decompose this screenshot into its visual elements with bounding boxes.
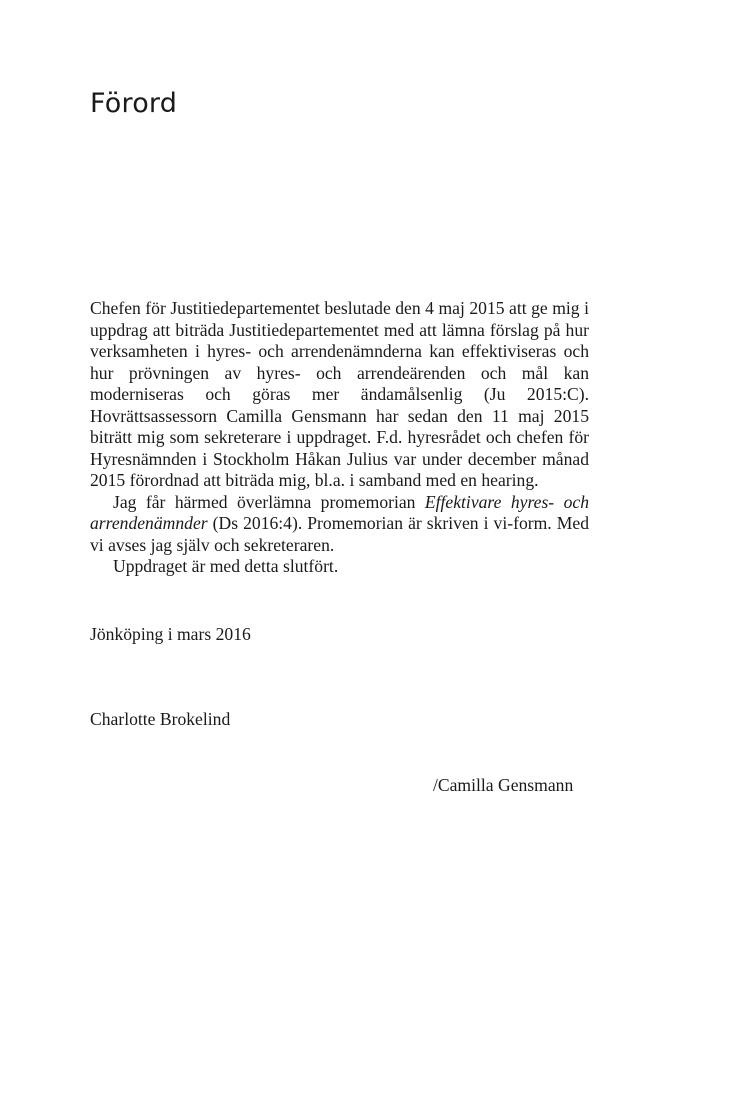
paragraph-submission-lead: Jag får härmed överlämna promemorian (113, 491, 425, 512)
place-and-date: Jönköping i mars 2016 (90, 624, 251, 644)
report-title: Effektivare hyres- och arrendenämnder (90, 491, 589, 533)
signatory-name: Charlotte Brokelind (90, 709, 231, 729)
page-title: Förord (90, 88, 178, 119)
paragraph-assignment: Chefen för Justitiedepartementet beslutade den 4 maj 2015 att ge mig i uppdrag att biträda Justitiedepartementet med att lämna förslag på hur verksamheten i hyres- och arrendenämnderna kan effektiviseras och hur prövningen av hyres- och arrendeärenden och mål kan moderniseras och göras mer ändamålsenlig (Ju 2015:C). Hovrättsassessorn Camilla Gensmann har sedan den 11 maj 2015 biträtt mig som sekreterare i uppdraget. F.d. hyresrådet och chefen för Hyresnämnden i Stockholm Håkan Julius var under december månad 2015 förordnad att biträda mig, bl.a. i samband med en hearing. (90, 298, 589, 490)
secretary-name: /Camilla Gensmann (433, 775, 574, 795)
paragraph-completion: Uppdraget är med detta slutfört. (113, 556, 339, 576)
paragraph-submission-rest: (Ds 2016:4). Promemorian är skriven i vi-form. Med vi avses jag själv och sekreteraren. (90, 513, 589, 555)
paragraph-submission (90, 492, 589, 557)
foreword-body (90, 298, 589, 578)
